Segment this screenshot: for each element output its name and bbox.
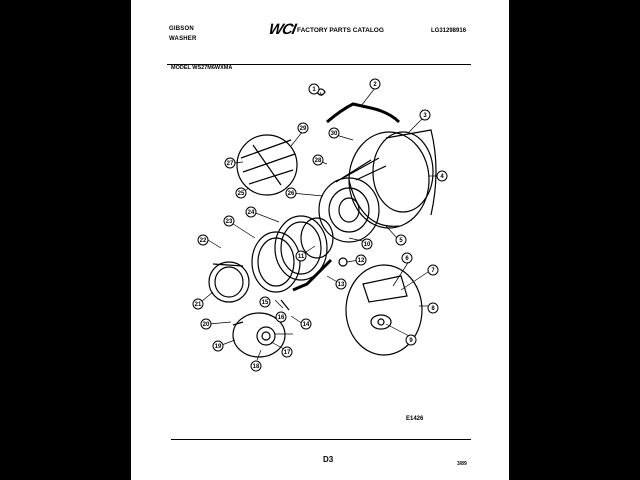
callout-13 <box>336 279 346 289</box>
callout-2 <box>370 79 380 89</box>
callout-6-label: 6 <box>405 256 409 262</box>
callout-17-label: 17 <box>283 350 291 356</box>
callout-3 <box>420 110 430 120</box>
callout-4 <box>437 171 447 181</box>
callout-15-label: 15 <box>261 300 269 306</box>
page-number: D3 <box>323 455 334 464</box>
callout-6 <box>402 253 412 263</box>
part-outer-tub <box>349 130 436 228</box>
callout-14-label: 14 <box>302 322 310 328</box>
wci-logo: WCI <box>267 21 297 38</box>
callout-23 <box>224 216 234 226</box>
part-front-ring <box>209 262 249 302</box>
callout-10 <box>362 239 372 249</box>
callout-26-label: 26 <box>287 191 295 197</box>
brand-name: GIBSON <box>169 26 194 32</box>
callout-15 <box>260 297 270 307</box>
exploded-parts-diagram <box>131 0 509 480</box>
callout-11 <box>296 251 306 261</box>
callout-18 <box>251 361 261 371</box>
callout-30 <box>329 128 339 138</box>
callout-23-label: 23 <box>225 219 233 225</box>
callout-27-label: 27 <box>226 161 234 167</box>
callout-3-label: 3 <box>423 113 427 119</box>
callout-28-label: 28 <box>314 158 322 164</box>
callout-13-label: 13 <box>337 282 345 288</box>
catalog-number: LG31298916 <box>431 28 467 34</box>
callout-12 <box>356 255 366 265</box>
callout-20 <box>201 319 211 329</box>
callout-8-label: 8 <box>431 306 435 312</box>
revision-date: 3/89 <box>457 461 467 467</box>
callout-12-label: 12 <box>357 258 365 264</box>
callout-24-label: 24 <box>247 210 255 216</box>
callout-17 <box>282 347 292 357</box>
callout-9-label: 9 <box>409 338 413 344</box>
callout-26 <box>286 188 296 198</box>
catalog-page <box>131 0 509 480</box>
callout-1 <box>309 84 319 94</box>
drawing-code: E1426 <box>406 416 424 422</box>
callout-30-label: 30 <box>330 131 338 137</box>
callout-5 <box>396 235 406 245</box>
callout-27 <box>225 158 235 168</box>
part-drain-hose <box>293 260 331 290</box>
callout-24 <box>246 207 256 217</box>
callout-22-label: 22 <box>199 238 207 244</box>
callout-1-label: 1 <box>312 87 316 93</box>
callout-16-label: 16 <box>277 315 285 321</box>
part-spring <box>339 258 347 266</box>
callout-4-label: 4 <box>440 174 444 180</box>
callout-29 <box>298 123 308 133</box>
product-type: WASHER <box>169 36 197 42</box>
callout-9 <box>406 335 416 345</box>
part-door-rings <box>252 216 333 292</box>
callout-2-label: 2 <box>373 82 377 88</box>
callout-22 <box>198 235 208 245</box>
callout-14 <box>301 319 311 329</box>
callout-16 <box>276 312 286 322</box>
callout-21 <box>193 299 203 309</box>
callout-28 <box>313 155 323 165</box>
catalog-title: FACTORY PARTS CATALOG <box>297 27 384 34</box>
part-inset-detail <box>237 135 297 195</box>
callout-21-label: 21 <box>194 302 202 308</box>
callout-25 <box>236 188 246 198</box>
callout-18-label: 18 <box>252 364 260 370</box>
part-hose <box>327 104 399 122</box>
callout-29-label: 29 <box>299 126 307 132</box>
callout-19 <box>213 341 223 351</box>
footer-divider <box>171 439 471 440</box>
callout-20-label: 20 <box>202 322 210 328</box>
model-label: MODEL WS27M6WXMA <box>171 65 233 71</box>
callout-11-label: 11 <box>297 254 305 260</box>
callout-leaders <box>201 88 439 360</box>
callout-10-label: 10 <box>363 242 371 248</box>
callout-25-label: 25 <box>237 191 245 197</box>
callout-8 <box>428 303 438 313</box>
part-pump-assembly <box>233 300 289 357</box>
callout-7 <box>428 265 438 275</box>
callout-19-label: 19 <box>214 344 222 350</box>
callout-5-label: 5 <box>399 238 403 244</box>
callout-7-label: 7 <box>431 268 435 274</box>
